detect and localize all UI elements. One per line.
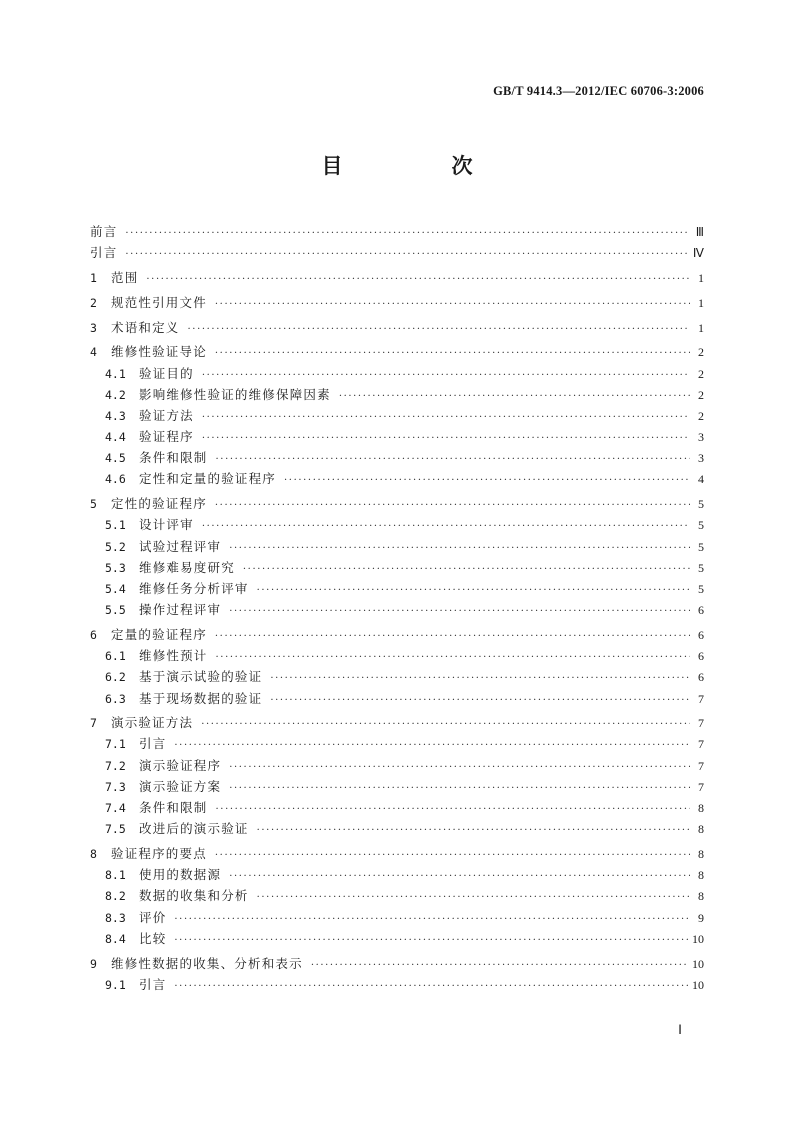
- toc-entry-number: 8: [90, 847, 97, 861]
- toc-entry-page: Ⅲ: [695, 225, 704, 239]
- toc-leader-dots: [202, 428, 690, 449]
- toc-leader-dots: [270, 668, 690, 689]
- toc-entry-number: 4.3: [105, 408, 126, 423]
- toc-leader-dots: [174, 930, 688, 951]
- toc-entry-page: 7: [698, 737, 704, 752]
- toc-leader-dots: [174, 909, 690, 930]
- toc-entry-page: 6: [698, 603, 704, 618]
- toc-entry-page: 5: [698, 539, 704, 554]
- toc-entry[interactable]: [90, 666, 704, 687]
- toc-leader-dots: [125, 223, 690, 244]
- toc-entry-label: 改进后的演示验证: [139, 821, 249, 837]
- toc-entry-page: 7: [698, 758, 704, 773]
- toc-entry[interactable]: [90, 818, 704, 839]
- toc-entry-label: 操作过程评审: [139, 602, 222, 618]
- toc-entry[interactable]: [90, 363, 704, 384]
- toc-entry-page: 8: [698, 847, 704, 861]
- toc-entry[interactable]: [90, 292, 704, 313]
- toc-entry[interactable]: [90, 468, 704, 489]
- toc-entry[interactable]: [90, 645, 704, 666]
- toc-entry-page: 4: [698, 472, 704, 487]
- toc-entry-number: 8.1: [105, 868, 126, 883]
- toc-entry[interactable]: [90, 599, 704, 620]
- toc-entry-number: 7.1: [105, 737, 126, 752]
- toc-entry-page: 6: [698, 649, 704, 664]
- toc-entry-page: 1: [698, 320, 704, 335]
- toc-entry-page: 2: [698, 387, 704, 402]
- toc-entry[interactable]: [90, 221, 704, 242]
- toc-entry-number: 5.1: [105, 518, 126, 533]
- toc-entry-label: 引言: [139, 976, 167, 992]
- toc-entry-page: 9: [698, 910, 704, 925]
- toc-entry-number: 7.4: [105, 801, 126, 816]
- toc-entry[interactable]: [90, 624, 704, 645]
- toc-entry-label: 定性的验证程序: [111, 496, 207, 512]
- toc-entry-number: 4.5: [105, 451, 126, 466]
- toc-entry-number: 4.6: [105, 472, 126, 487]
- toc-entry-label: 维修性数据的收集、分析和表示: [111, 955, 303, 971]
- toc-leader-dots: [215, 294, 690, 315]
- toc-entry-label: 条件和限制: [139, 450, 208, 466]
- toc-entry-number: 6: [90, 627, 97, 642]
- toc-entry[interactable]: [90, 688, 704, 709]
- toc-entry-label: 影响维修性验证的维修保障因素: [139, 386, 331, 402]
- standard-code: GB/T 9414.3—2012/IEC 60706-3:2006: [493, 84, 704, 98]
- toc-leader-dots: [125, 244, 689, 265]
- toc-entry-label: 定性和定量的验证程序: [139, 471, 277, 487]
- toc-entry-page: 1: [698, 295, 704, 310]
- toc-entry[interactable]: [90, 712, 704, 733]
- toc-entry-label: 规范性引用文件: [111, 294, 207, 310]
- toc-entry[interactable]: [90, 405, 704, 426]
- toc-entry-label: 试验过程评审: [139, 538, 222, 554]
- toc-entry-number: 7.5: [105, 822, 126, 837]
- toc-entry-number: 2: [90, 295, 97, 310]
- toc-entry[interactable]: [90, 733, 704, 754]
- toc-entry-label: 基于现场数据的验证: [139, 690, 263, 706]
- page-title: 目 次: [321, 154, 517, 178]
- toc-entry-page: 5: [698, 581, 704, 596]
- toc-leader-dots: [339, 386, 690, 407]
- toc-entry-number: 9: [90, 956, 97, 971]
- toc-entry-label: 数据的收集和分析: [139, 888, 249, 904]
- toc-leader-dots: [229, 601, 690, 622]
- toc-entry[interactable]: [90, 578, 704, 599]
- toc-entry-label: 使用的数据源: [139, 867, 222, 883]
- toc-entry-number: 3: [90, 320, 97, 335]
- toc-entry[interactable]: [90, 907, 704, 928]
- toc-entry-label: 引言: [90, 245, 118, 261]
- toc-leader-dots: [202, 365, 690, 386]
- toc-entry-page: 2: [698, 408, 704, 423]
- toc-entry-page: 3: [698, 451, 704, 466]
- toc-entry-number: 6.2: [105, 670, 126, 685]
- toc-entry-number: 9.1: [105, 977, 126, 992]
- toc-entry-number: 5.3: [105, 560, 126, 575]
- toc-entry-page: 5: [698, 518, 704, 533]
- toc-entry-page: Ⅳ: [692, 246, 704, 261]
- toc-leader-dots: [229, 778, 690, 799]
- toc-entry-number: 4.4: [105, 430, 126, 445]
- toc-entry-page: 8: [698, 868, 704, 883]
- toc-entry-number: 7.3: [105, 779, 126, 794]
- toc-entry[interactable]: [90, 514, 704, 535]
- toc-entry[interactable]: [90, 974, 704, 995]
- toc-entry[interactable]: [90, 755, 704, 776]
- toc-leader-dots: [216, 449, 690, 470]
- toc-leader-dots: [229, 538, 690, 559]
- toc-entry-page: 10: [692, 956, 704, 971]
- toc-leader-dots: [146, 269, 690, 290]
- toc-entry-page: 5: [698, 560, 704, 575]
- toc-entry-label: 条件和限制: [139, 800, 208, 816]
- toc-leader-dots: [201, 714, 690, 735]
- toc-entry-label: 比较: [139, 930, 167, 946]
- toc-leader-dots: [229, 757, 690, 778]
- toc-entry[interactable]: [90, 536, 704, 557]
- toc-entry[interactable]: [90, 384, 704, 405]
- toc-entry-number: 5: [90, 497, 97, 512]
- toc-entry[interactable]: [90, 843, 704, 864]
- toc-entry[interactable]: [90, 928, 704, 949]
- toc-entry-number: 5.5: [105, 603, 126, 618]
- toc-entry-number: 5.2: [105, 539, 126, 554]
- toc-entry[interactable]: [90, 267, 704, 288]
- toc-entry-number: 7.2: [105, 758, 126, 773]
- toc-leader-dots: [270, 690, 690, 711]
- toc-entry-label: 维修难易度研究: [139, 559, 235, 575]
- toc-entry-number: 4: [90, 345, 97, 360]
- toc-entry[interactable]: [90, 493, 704, 514]
- toc-leader-dots: [257, 887, 690, 908]
- toc-entry-number: 4.1: [105, 366, 126, 381]
- toc-entry-page: 8: [698, 801, 704, 816]
- toc-leader-dots: [243, 559, 690, 580]
- toc-entry[interactable]: [90, 341, 704, 362]
- toc-entry[interactable]: [90, 242, 704, 263]
- toc-entry[interactable]: [90, 953, 704, 974]
- toc-leader-dots: [257, 580, 690, 601]
- toc-entry[interactable]: [90, 797, 704, 818]
- toc-leader-dots: [215, 845, 690, 866]
- toc-entry-page: 5: [698, 497, 704, 512]
- toc-entry-number: 6.3: [105, 691, 126, 706]
- toc-leader-dots: [229, 866, 690, 887]
- toc-leader-dots: [215, 626, 690, 647]
- toc-leader-dots: [216, 647, 690, 668]
- toc-leader-dots: [202, 516, 690, 537]
- toc-entry-page: 2: [698, 366, 704, 381]
- toc-entry-number: 8.4: [105, 931, 126, 946]
- toc-entry-page: 10: [692, 931, 704, 946]
- toc-entry-label: 验证目的: [139, 365, 194, 381]
- toc-entry-page: 2: [698, 345, 704, 360]
- toc-entry-label: 基于演示试验的验证: [139, 669, 263, 685]
- toc-entry-page: 6: [698, 670, 704, 685]
- toc-leader-dots: [174, 735, 690, 756]
- toc-entry-label: 验证程序: [139, 429, 194, 445]
- toc-entry-label: 维修性验证导论: [111, 344, 207, 360]
- toc-entry-label: 维修任务分析评审: [139, 580, 249, 596]
- table-of-contents: [90, 221, 704, 995]
- toc-entry-label: 演示验证程序: [139, 757, 222, 773]
- page-folio: Ⅰ: [678, 1022, 682, 1037]
- toc-entry-page: 6: [698, 627, 704, 642]
- toc-leader-dots: [216, 799, 690, 820]
- toc-entry-page: 1: [698, 270, 704, 285]
- toc-entry-label: 引言: [139, 736, 167, 752]
- toc-entry-label: 验证方法: [139, 407, 194, 423]
- toc-entry-label: 维修性预计: [139, 648, 208, 664]
- toc-leader-dots: [215, 343, 690, 364]
- toc-entry-page: 8: [698, 889, 704, 904]
- toc-entry[interactable]: [90, 426, 704, 447]
- toc-leader-dots: [202, 407, 690, 428]
- toc-entry[interactable]: [90, 317, 704, 338]
- toc-entry[interactable]: [90, 447, 704, 468]
- toc-entry-number: 8.2: [105, 889, 126, 904]
- toc-entry-number: 6.1: [105, 649, 126, 664]
- toc-entry-number: 4.2: [105, 387, 126, 402]
- toc-entry[interactable]: [90, 557, 704, 578]
- toc-leader-dots: [188, 319, 690, 340]
- toc-entry-number: 8.3: [105, 910, 126, 925]
- toc-entry-label: 术语和定义: [111, 319, 180, 335]
- toc-entry-label: 设计评审: [139, 517, 194, 533]
- toc-entry-label: 定量的验证程序: [111, 626, 207, 642]
- toc-leader-dots: [257, 820, 690, 841]
- toc-leader-dots: [284, 470, 690, 491]
- toc-entry[interactable]: [90, 864, 704, 885]
- toc-entry-page: 7: [698, 716, 704, 731]
- toc-entry[interactable]: [90, 776, 704, 797]
- toc-entry-label: 评价: [139, 909, 167, 925]
- toc-leader-dots: [311, 955, 688, 976]
- toc-entry-label: 演示验证方案: [139, 778, 222, 794]
- toc-entry[interactable]: [90, 885, 704, 906]
- toc-entry-number: 1: [90, 270, 97, 285]
- toc-entry-label: 验证程序的要点: [111, 846, 207, 861]
- toc-entry-number: 5.4: [105, 581, 126, 596]
- toc-entry-label: 演示验证方法: [111, 715, 194, 731]
- toc-entry-label: 范围: [111, 269, 139, 285]
- toc-entry-number: 7: [90, 716, 97, 731]
- toc-entry-page: 7: [698, 691, 704, 706]
- toc-entry-page: 8: [698, 822, 704, 837]
- toc-entry-page: 10: [692, 977, 704, 992]
- toc-entry-label: 前言: [90, 224, 118, 239]
- toc-leader-dots: [215, 495, 690, 516]
- toc-entry-page: 3: [698, 430, 704, 445]
- toc-entry-page: 7: [698, 779, 704, 794]
- toc-leader-dots: [174, 976, 688, 997]
